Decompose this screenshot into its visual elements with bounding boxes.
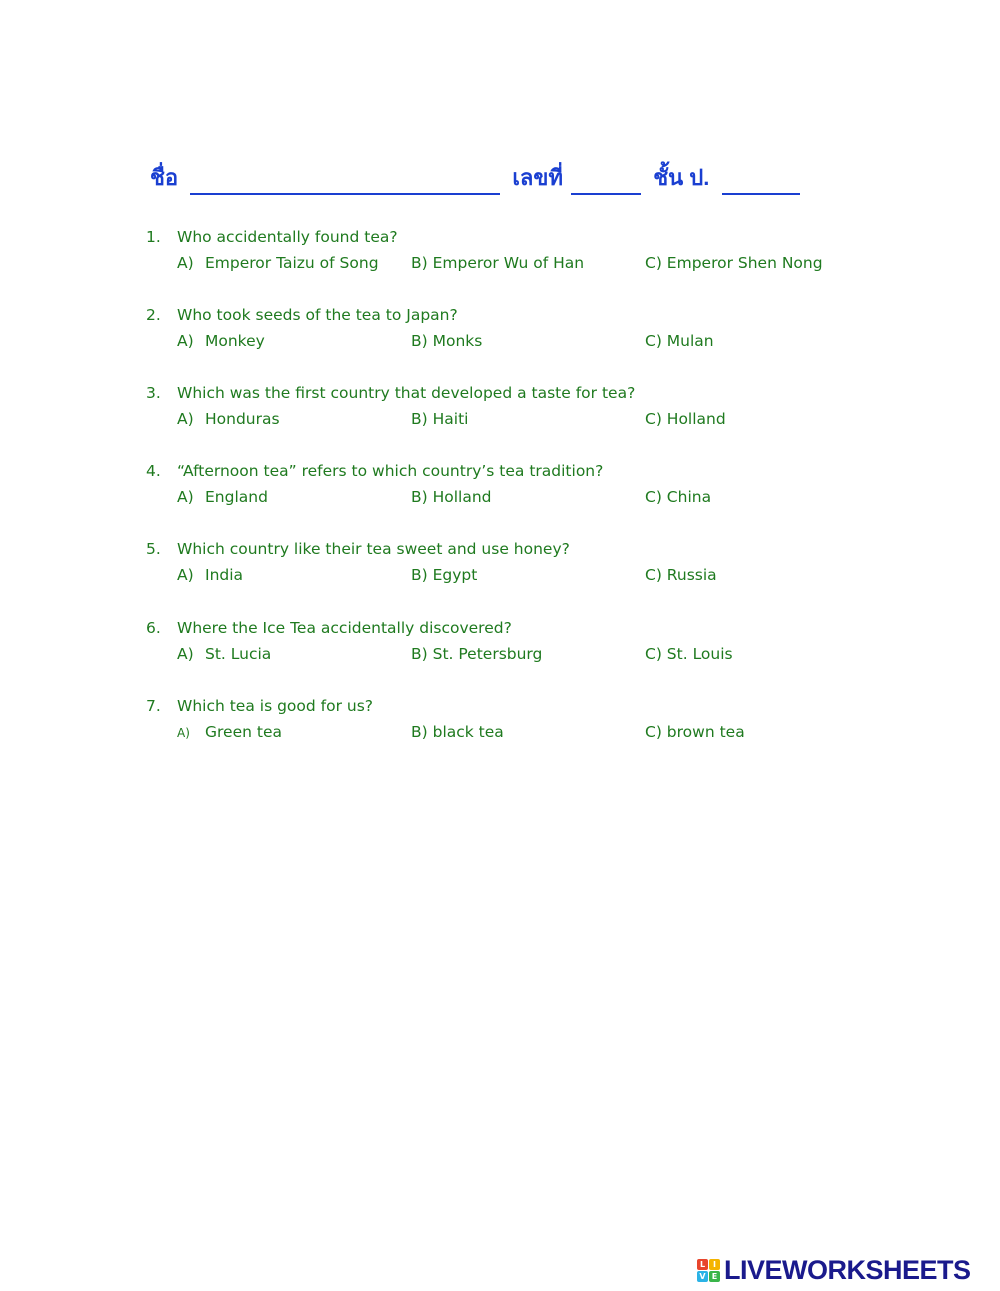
option-a[interactable]: Monkey (205, 332, 265, 350)
question-text: Who accidentally found tea? (177, 228, 398, 246)
question-text: Which tea is good for us? (177, 697, 374, 715)
logo-word: LIVEWORKSHEETS (724, 1255, 971, 1285)
class-label: ชั้น ป. (653, 165, 710, 190)
option-b[interactable]: B) Holland (411, 488, 492, 506)
question-number: 7. (146, 697, 161, 715)
option-b[interactable]: B) Emperor Wu of Han (411, 254, 585, 272)
option-b[interactable]: B) Monks (411, 332, 483, 350)
option-b[interactable]: B) St. Petersburg (411, 645, 543, 663)
option-b[interactable]: B) black tea (411, 723, 504, 741)
logo-cube-l: L (697, 1259, 708, 1270)
question-text: Who took seeds of the tea to Japan? (177, 306, 458, 324)
question-text: Which was the first country that developed a taste for tea? (177, 384, 636, 402)
option-a-letter[interactable]: A) (177, 566, 194, 584)
option-a[interactable]: Green tea (205, 723, 282, 741)
option-a[interactable]: India (205, 566, 244, 584)
option-a[interactable]: Emperor Taizu of Song (205, 254, 379, 272)
class-blank[interactable] (722, 171, 800, 195)
option-a-letter[interactable]: A) (177, 488, 194, 506)
question-number: 2. (146, 306, 161, 324)
question-number: 3. (146, 384, 161, 402)
name-label: ชื่อ (150, 165, 179, 190)
option-c[interactable]: C) brown tea (645, 723, 745, 741)
liveworksheets-logo (697, 1255, 997, 1285)
option-a-letter[interactable]: A) (177, 410, 194, 428)
option-c[interactable]: C) Mulan (645, 332, 714, 350)
option-c[interactable]: C) St. Louis (645, 645, 733, 663)
option-c[interactable]: C) Holland (645, 410, 726, 428)
number-blank[interactable] (571, 171, 641, 195)
option-a-letter[interactable]: A) (177, 726, 190, 740)
option-a-letter[interactable]: A) (177, 332, 194, 350)
option-a[interactable]: St. Lucia (205, 645, 272, 663)
option-a[interactable]: Honduras (205, 410, 280, 428)
option-a-letter[interactable]: A) (177, 645, 194, 663)
option-a[interactable]: England (205, 488, 268, 506)
question-number: 6. (146, 619, 161, 637)
question-number: 1. (146, 228, 161, 246)
option-c[interactable]: C) China (645, 488, 712, 506)
question-text: Which country like their tea sweet and use honey? (177, 540, 570, 558)
option-c[interactable]: C) Emperor Shen Nong (645, 254, 823, 272)
logo-cube-v: V (697, 1271, 708, 1282)
logo-cube-e: E (709, 1271, 720, 1282)
logo-cubes-icon (697, 1259, 721, 1283)
option-b[interactable]: B) Haiti (411, 410, 469, 428)
question-number: 5. (146, 540, 161, 558)
number-label: เลขที่ (512, 165, 563, 190)
option-b[interactable]: B) Egypt (411, 566, 478, 584)
option-a-letter[interactable]: A) (177, 254, 194, 272)
question-number: 4. (146, 462, 161, 480)
name-blank[interactable] (190, 171, 500, 195)
student-info-header (150, 160, 806, 195)
question-text: “Afternoon tea” refers to which country’s tea tradition? (177, 462, 604, 480)
option-c[interactable]: C) Russia (645, 566, 717, 584)
question-text: Where the Ice Tea accidentally discovered? (177, 619, 512, 637)
logo-cube-i: I (709, 1259, 720, 1270)
